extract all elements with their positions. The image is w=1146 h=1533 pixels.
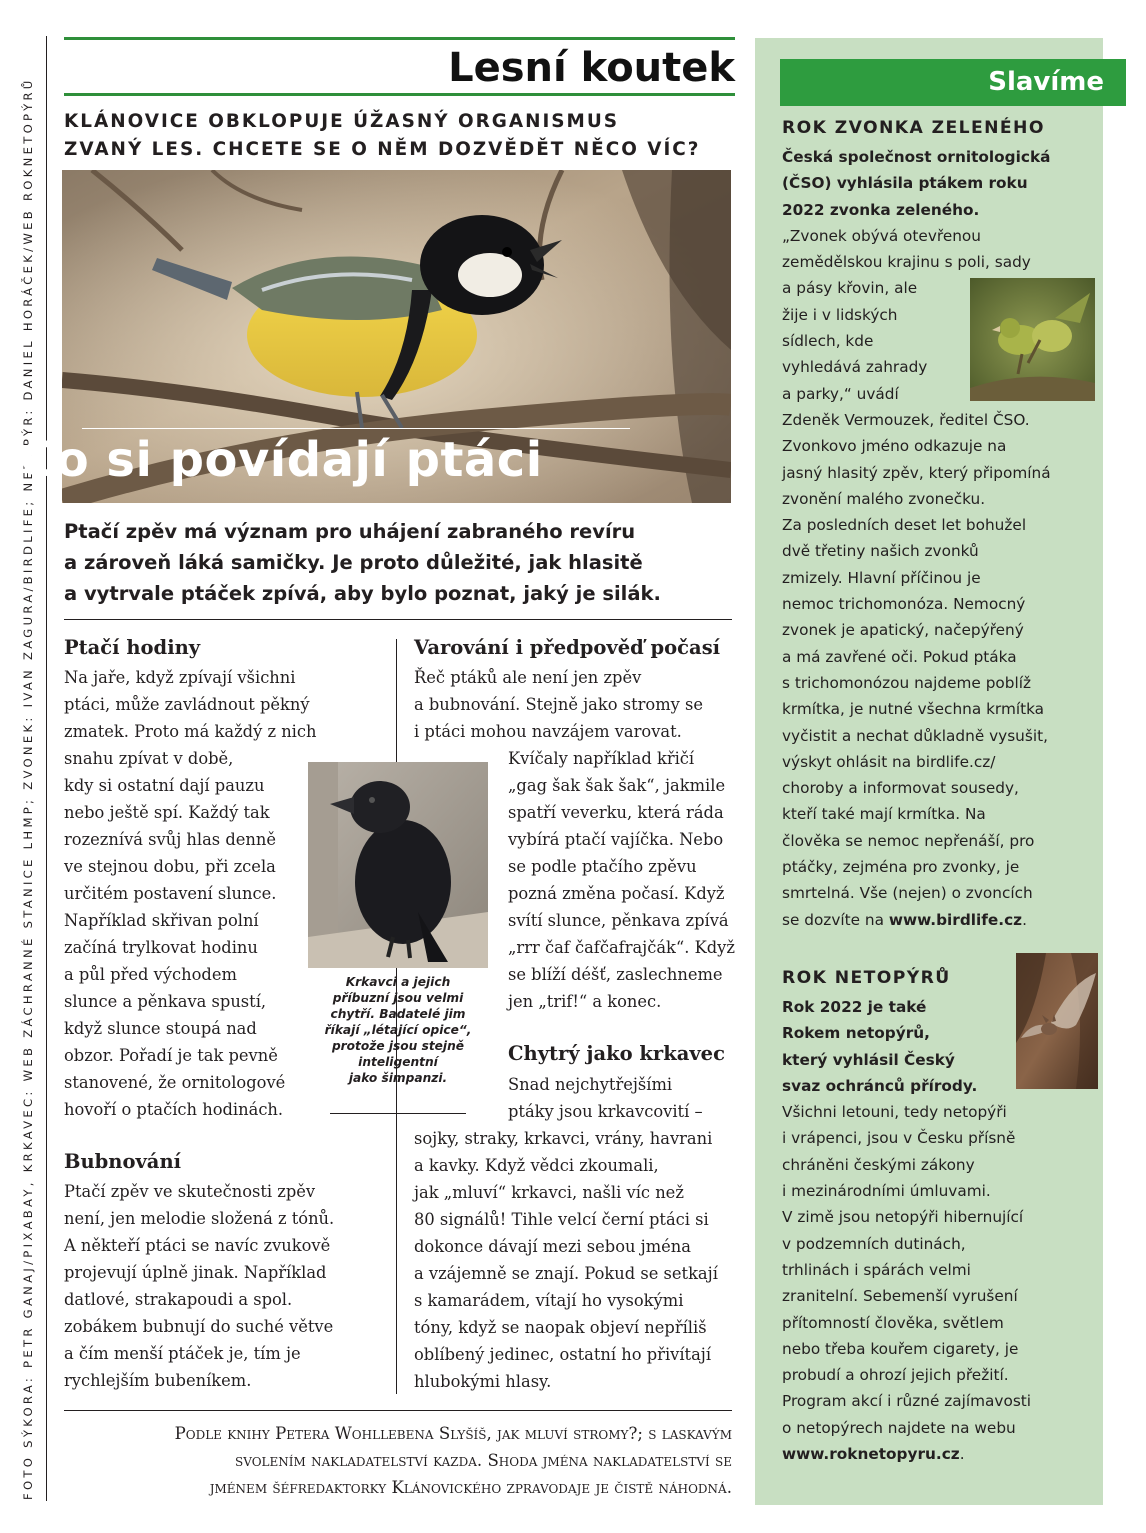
text-line: i ptáci mohou navzájem varovat.	[414, 722, 682, 741]
lede-rule	[64, 619, 732, 620]
section-title: Lesní koutek	[448, 45, 735, 91]
text-line: výskyt ohlásit na birdlife.cz/	[782, 752, 996, 771]
text-line: začíná trylkovat hodinu	[64, 938, 258, 957]
text-line: hovoří o ptačích hodinách.	[64, 1100, 284, 1119]
raven-caption	[310, 974, 486, 1086]
text-line: zemědělskou krajinu s poli, sady	[782, 253, 1031, 272]
heading-varovani: Varování i předpověď počasí	[414, 636, 721, 659]
text-line: a čím menší ptáček je, tím je	[64, 1344, 301, 1363]
text-fragment: se dozvíte na	[782, 910, 889, 929]
text-line: přítomností člověka, světlem	[782, 1313, 1004, 1332]
roknetopyru-link[interactable]: www.roknetopyru.cz	[782, 1445, 960, 1464]
text-line: zmatek. Proto má každý z nich	[64, 722, 317, 741]
kicker-line: ZVANÝ LES. CHCETE SE O NĚM DOZVĚDĚT NĚCO VÍC?	[64, 139, 701, 160]
article-bubnovani	[64, 1178, 384, 1394]
raven-photo	[308, 762, 488, 968]
lede-line: a vytrvale ptáček zpívá, aby bylo poznat, jaký je silák.	[64, 582, 661, 605]
lede-line: Ptačí zpěv má význam pro uhájení zabraného revíru	[64, 520, 636, 543]
text-line: s kamarádem, vítají ho vysokými	[414, 1291, 684, 1310]
text-line: ptáčky, zejména pro zvonky, je	[782, 858, 1020, 877]
bold-line: Rokem netopýrů,	[782, 1024, 930, 1043]
lede-line: a zároveň láká samičky. Je proto důležité, jak hlasitě	[64, 551, 643, 574]
bold-line: (ČSO) vyhlásila ptákem roku	[782, 174, 1028, 193]
text-line: ptáky jsou krkavcovití –	[508, 1102, 703, 1121]
text-line: jen „trif!“ a konec.	[508, 992, 662, 1011]
text-line: zvonek je apatický, načepýřený	[782, 621, 1024, 640]
text-line: o netopýrech najdete na webu	[782, 1418, 1016, 1437]
text-line: Kvíčaly například křičí	[508, 749, 695, 768]
text-line: Zvonkovo jméno odkazuje na	[782, 437, 1007, 456]
sidebar-tab: Slavíme	[780, 59, 1126, 106]
text-line: se blíží déšť, zaslechneme	[508, 965, 723, 984]
caption-line: Krkavci a jejich	[345, 975, 451, 989]
text-line: Program akcí i různé zajímavosti	[782, 1392, 1032, 1411]
credit-rule	[46, 36, 47, 1501]
text-line: stanovené, že ornitologové	[64, 1073, 286, 1092]
text-line: vyhledává zahrady	[782, 358, 928, 377]
text-fragment: .	[1022, 910, 1027, 929]
text-line: kdy si ostatní dají pauzu	[64, 776, 265, 795]
heading-ptaci-hodiny: Ptačí hodiny	[64, 636, 201, 659]
text-line: a kavky. Když vědci zkoumali,	[414, 1156, 659, 1175]
text-line: Na jaře, když zpívají všichni	[64, 668, 296, 687]
text-line: chráněni českými zákony	[782, 1155, 975, 1174]
text-line: sídlech, kde	[782, 332, 874, 351]
text-line: když slunce stoupá nad	[64, 1019, 257, 1038]
text-line: Snad nejchytřejšími	[508, 1075, 673, 1094]
text-line: projevují úplně jinak. Například	[64, 1263, 327, 1282]
text-line: určitém postavení slunce.	[64, 884, 277, 903]
kicker	[64, 108, 744, 164]
text-line: ptáci, může zavládnout pěkný	[64, 695, 310, 714]
text-line: ve stejnou dobu, při zcela	[64, 857, 276, 876]
footer-line: Podle knihy Petera Wohllebena Slyšíš, jak mluví stromy?; s laskavým	[174, 1424, 732, 1443]
text-line: snahu zpívat v době,	[64, 749, 234, 768]
text-line: 80 signálů! Tihle velcí černí ptáci si	[414, 1210, 709, 1229]
text-line: V zimě jsou netopýři hibernující	[782, 1208, 1024, 1227]
text-line: nemoc trichomonóza. Nemocný	[782, 595, 1026, 614]
text-line: člověka se nemoc nepřenáší, pro	[782, 831, 1035, 850]
text-line: vybírá ptačí vajíčka. Nebo	[508, 830, 724, 849]
text-line: a půl před východem	[64, 965, 237, 984]
text-line: Všichni letouni, tedy netopýři	[782, 1103, 1007, 1122]
text-line: choroby a informovat sousedy,	[782, 779, 1019, 798]
text-line	[782, 907, 1094, 933]
caption-line: chytří. Badatelé jim	[330, 1007, 466, 1021]
text-line: dvě třetiny našich zvonků	[782, 542, 979, 561]
article-varovani-narrow	[508, 745, 744, 1015]
text-line: a bubnování. Stejně jako stromy se	[414, 695, 704, 714]
heading-krkavec: Chytrý jako krkavec	[508, 1042, 725, 1065]
caption-line: příbuzní jsou velmi	[332, 991, 464, 1005]
text-line: A někteří ptáci se navíc zvukově	[64, 1236, 331, 1255]
hero-title: Co si povídají ptáci	[20, 432, 543, 488]
bold-line: který vyhlásil Český	[782, 1050, 955, 1069]
source-note	[64, 1420, 732, 1501]
bold-line: Česká společnost ornitologická	[782, 148, 1051, 166]
caption-line: protože jsou stejně	[331, 1039, 465, 1053]
text-line: Zdeněk Vermouzek, ředitel ČSO.	[782, 410, 1030, 429]
bold-line: 2022 zvonka zeleného.	[782, 200, 980, 219]
text-line: žije i v lidských	[782, 305, 898, 324]
text-line: „gag šak šak šak“, jakmile	[508, 776, 726, 795]
text-line: smrtelná. Vše (nejen) o zvoncích	[782, 884, 1033, 903]
birdlife-link[interactable]: www.birdlife.cz	[888, 910, 1023, 929]
greenfinch-photo	[970, 278, 1095, 401]
bold-line: Rok 2022 je také	[782, 998, 927, 1016]
text-line: vyčistit a nechat důkladně vysušit,	[782, 726, 1048, 745]
photo-credits: FOTO SÝKORA: PETR GANAJ/PIXABAY, KRKAVEC: WEB ZÁCHRANNÉ STANICE LHMP; ZVONEK: IVAN ZAGURA/BIRDLIFE; NETOPÝR: DANIEL HORÁČEK/WEB ROKNETOPÝRŮ	[21, 77, 35, 1500]
caption-line: jako šimpanzi.	[348, 1071, 448, 1085]
text-line: hlubokými hlasy.	[414, 1372, 552, 1391]
text-line: sojky, straky, krkavci, vrány, havrani	[414, 1129, 713, 1148]
bold-line: svaz ochránců přírody.	[782, 1076, 978, 1095]
text-line: svítí slunce, pěnkava zpívá	[508, 911, 729, 930]
text-line: zobákem bubnují do suché větve	[64, 1317, 334, 1336]
text-fragment: .	[959, 1445, 965, 1464]
kicker-line: KLÁNOVICE OBKLOPUJE ÚŽASNÝ ORGANISMUS	[64, 111, 620, 132]
article-varovani-wide	[414, 664, 744, 745]
text-line: rozeznívá svůj hlas denně	[64, 830, 277, 849]
text-line: trhlinách i spárách velmi	[782, 1260, 971, 1279]
text-line: pozná změna počasí. Když	[508, 884, 725, 903]
text-line: se podle ptačího zpěvu	[508, 857, 697, 876]
text-line: zvonění malého zvonečku.	[782, 489, 986, 508]
header-top-rule	[64, 37, 735, 40]
heading-rok-zvonka: ROK ZVONKA ZELENÉHO	[782, 118, 1045, 138]
footer-line: jménem šéfredaktorky Klánovického zpravodaje je čistě náhodná.	[209, 1478, 732, 1497]
text-line: tóny, když se naopak objeví nepříliš	[414, 1318, 707, 1337]
text-line: Ptačí zpěv ve skutečnosti zpěv	[64, 1182, 316, 1201]
text-line: jak „mluví“ krkavci, našli víc než	[414, 1183, 684, 1202]
text-line: a vzájemně se znají. Pokud se setkají	[414, 1264, 718, 1283]
heading-bubnovani: Bubnování	[64, 1150, 182, 1173]
text-line: krmítka, je nutné všechna krmítka	[782, 700, 1045, 719]
text-line: s trichomonózou najdeme poblíž	[782, 673, 1032, 692]
text-line: jasný hlasitý zpěv, který připomíná	[782, 463, 1051, 482]
text-line: oblíbený jedinec, ostatní ho přivítají	[414, 1345, 712, 1364]
text-line: Například skřivan polní	[64, 911, 259, 930]
text-line: v podzemních dutinách,	[782, 1234, 966, 1253]
text-line: a má zavřené oči. Pokud ptáka	[782, 647, 1017, 666]
text-line: probudí a ohrozí jejich přežití.	[782, 1366, 1009, 1385]
text-line: i vrápenci, jsou v Česku přísně	[782, 1129, 1016, 1148]
text-line: „Zvonek obývá otevřenou	[782, 226, 981, 245]
text-line: Řeč ptáků ale není jen zpěv	[414, 668, 642, 687]
text-line: dokonce dávají mezi sebou jména	[414, 1237, 691, 1256]
text-line: rychlejším bubeníkem.	[64, 1371, 252, 1390]
article-krkavec-wide	[414, 1125, 744, 1395]
text-line: a pásy křovin, ale	[782, 279, 918, 298]
bat-photo	[1016, 953, 1098, 1089]
text-line: datlové, strakapoudi a spol.	[64, 1290, 293, 1309]
text-line: „rrr čaf čafčafrajčák“. Když	[508, 938, 735, 957]
heading-rok-netopyru: ROK NETOPÝRŮ	[782, 968, 951, 988]
zvonek-intro	[782, 144, 1094, 933]
hero-title-rule	[82, 428, 630, 429]
caption-line: inteligentní	[358, 1055, 438, 1069]
text-line: spatří veverku, která ráda	[508, 803, 724, 822]
text-line: kteří také mají krmítka. Na	[782, 805, 986, 824]
text-line: zmizely. Hlavní příčinou je	[782, 568, 981, 587]
text-line: nebo ještě spí. Každý tak	[64, 803, 270, 822]
text-line: Za posledních deset let bohužel	[782, 516, 1027, 535]
caption-rule	[330, 1113, 466, 1114]
footer-line: svolením nakladatelství kazda. Shoda jména nakladatelství se	[235, 1451, 732, 1470]
footer-rule	[64, 1410, 732, 1411]
article-krkavec-narrow	[508, 1071, 744, 1125]
text-line	[782, 1441, 1094, 1467]
text-line: zranitelní. Sebemenší vyrušení	[782, 1287, 1018, 1306]
text-line: nebo třeba kouřem cigarety, je	[782, 1339, 1019, 1358]
lede	[64, 516, 739, 609]
text-line: slunce a pěnkava spustí,	[64, 992, 267, 1011]
caption-line: říkají „létající opice“,	[324, 1023, 472, 1037]
header-bottom-rule	[64, 93, 735, 96]
text-line: a parky,“ uvádí	[782, 384, 899, 403]
text-line: i mezinárodními úmluvami.	[782, 1182, 991, 1201]
text-line: není, jen melodie složená z tónů.	[64, 1209, 335, 1228]
text-line: obzor. Pořadí je tak pevně	[64, 1046, 278, 1065]
